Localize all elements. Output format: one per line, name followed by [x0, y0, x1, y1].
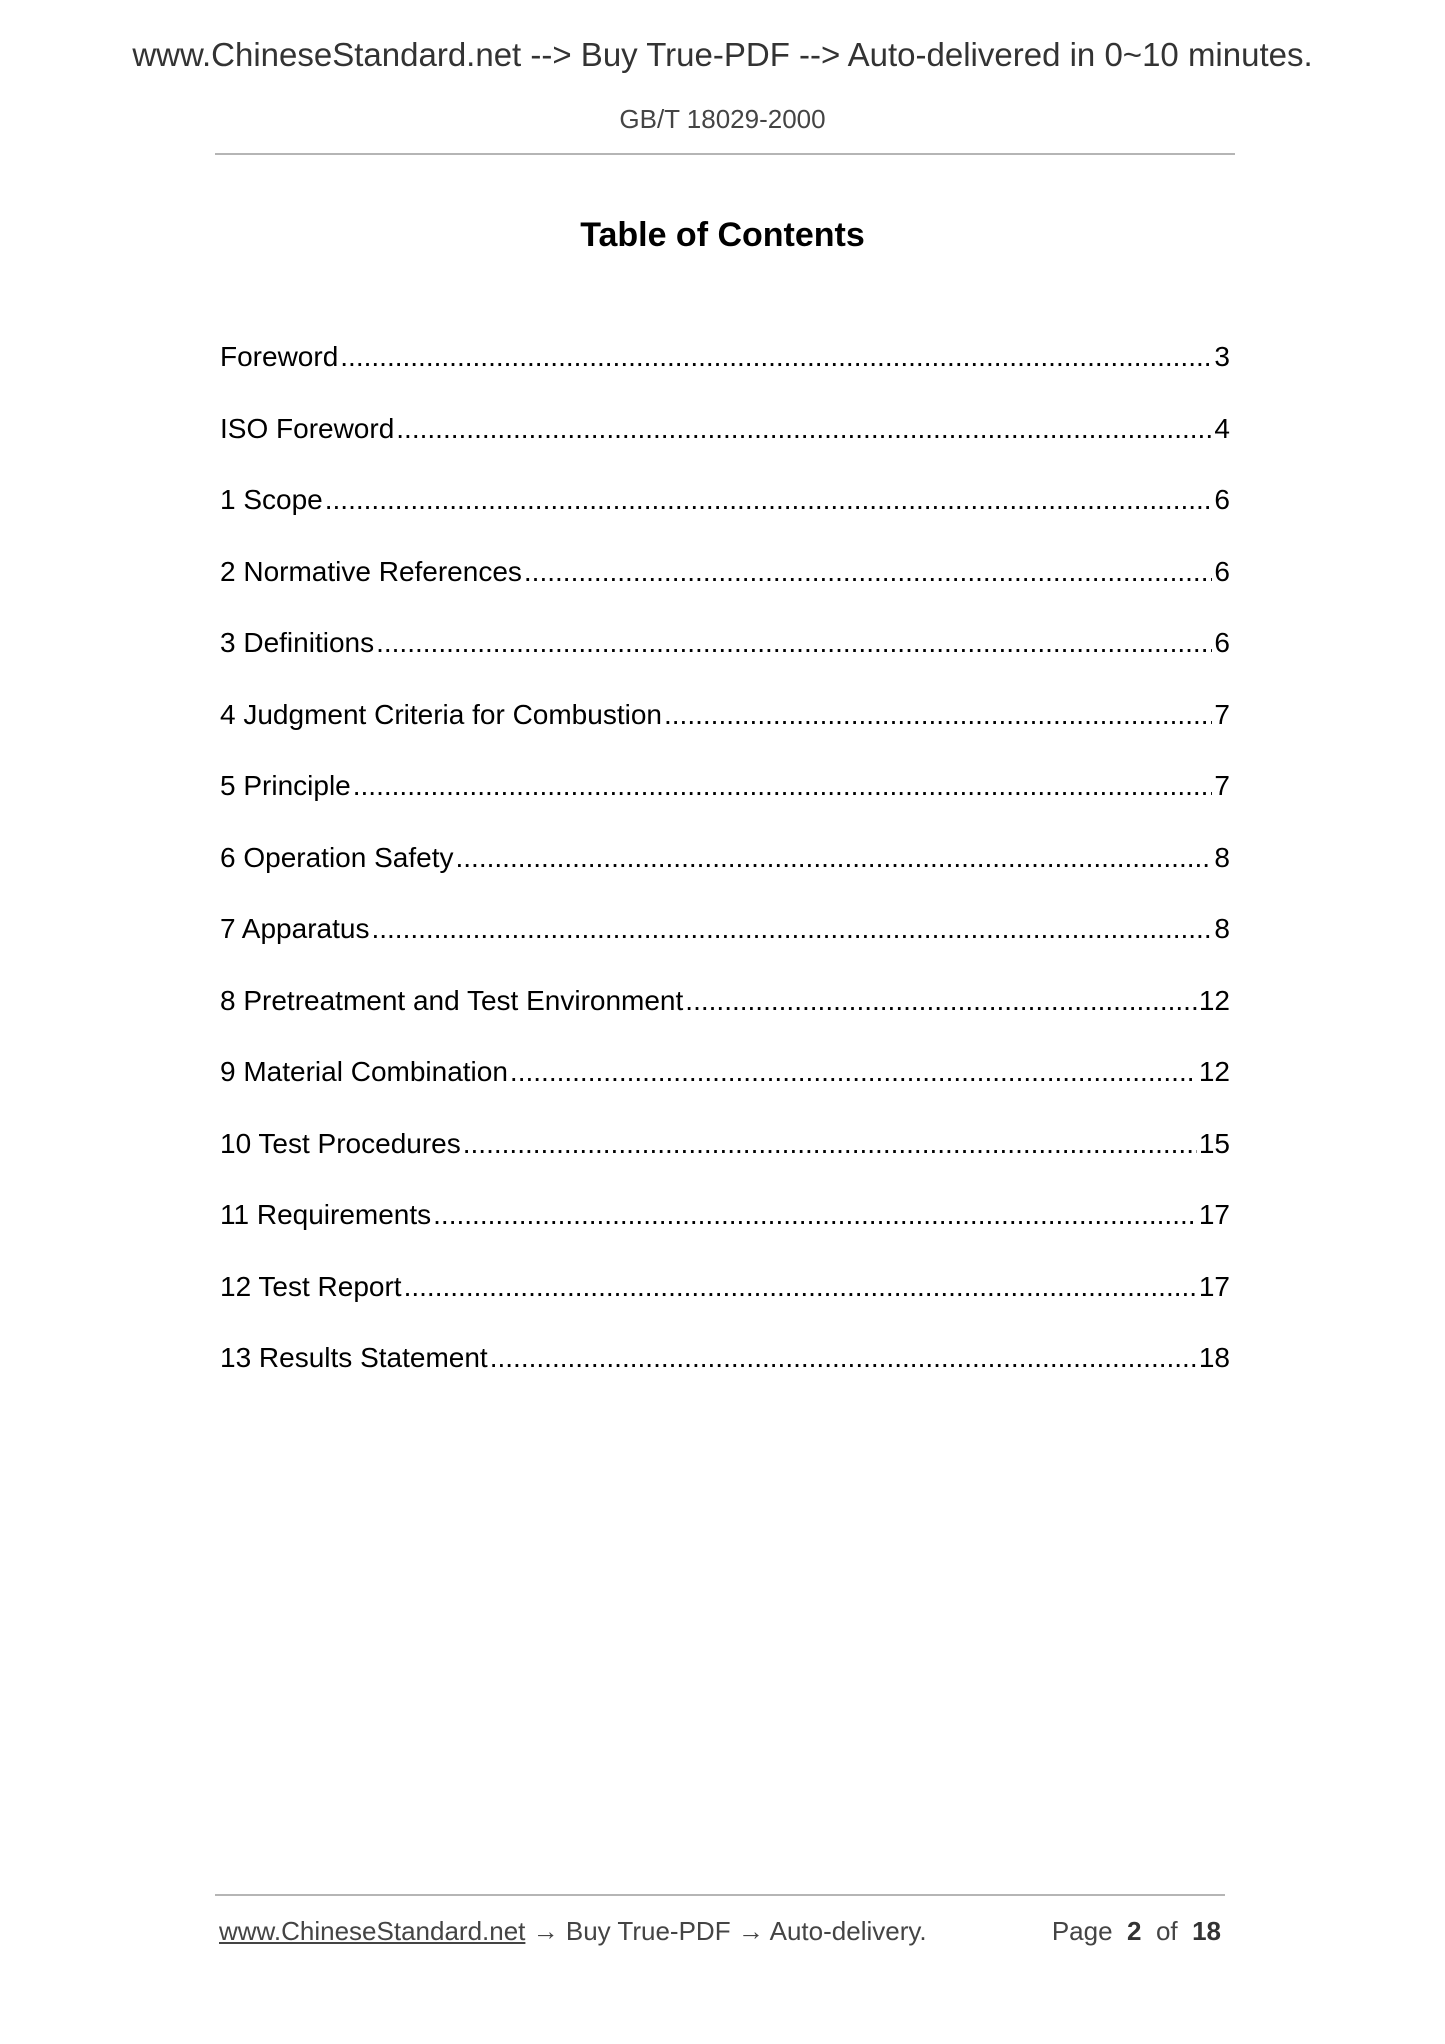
toc-entry-label: 11 Requirements	[220, 1199, 432, 1230]
page-number	[1052, 1916, 1221, 1947]
toc-dot-leader	[340, 340, 1212, 374]
toc-entry-page: 8	[1214, 841, 1230, 873]
toc-entry[interactable]	[220, 841, 1230, 913]
footer-divider	[215, 1894, 1225, 1896]
toc-dot-leader	[510, 1055, 1197, 1089]
toc-entry-label: 10 Test Procedures	[220, 1127, 461, 1159]
toc-entry-page: 18	[1198, 1342, 1230, 1373]
toc-entry[interactable]	[220, 698, 1230, 770]
toc-entry-page: 15	[1198, 1127, 1230, 1159]
toc-entry-label: 13 Results Statement	[220, 1342, 488, 1373]
toc-entry-page: 12	[1198, 1056, 1230, 1087]
toc-entry[interactable]	[220, 1127, 1230, 1199]
toc-dot-leader	[664, 698, 1212, 732]
toc-entry-label: 5 Principle	[220, 770, 351, 801]
toc-entry-label: 6 Operation Safety	[220, 841, 454, 873]
page-total: 18	[1192, 1916, 1221, 1946]
toc-dot-leader	[404, 1270, 1197, 1304]
toc-entry-page: 6	[1214, 555, 1230, 587]
toc-entry[interactable]	[220, 912, 1230, 984]
site-banner: www.ChineseStandard.net --> Buy True-PDF --> Auto-delivered in 0~10 minutes.	[132, 36, 1313, 73]
toc-entry-page: 17	[1198, 1199, 1230, 1230]
page-label: Page	[1051, 1916, 1113, 1946]
toc-dot-leader	[463, 1127, 1197, 1161]
toc-dot-leader	[685, 984, 1197, 1018]
toc-entry-page: 17	[1198, 1270, 1230, 1302]
toc-dot-leader	[455, 841, 1212, 875]
toc-entry[interactable]	[220, 1341, 1230, 1413]
toc-dot-leader	[371, 912, 1212, 946]
toc-entry-label: Foreword	[220, 341, 339, 372]
toc-entry-page: 8	[1214, 913, 1230, 944]
toc-entry-page: 6	[1214, 484, 1230, 515]
standard-code: GB/T 18029-2000	[619, 104, 826, 134]
toc-entry[interactable]	[220, 769, 1230, 841]
toc-entry-label: 8 Pretreatment and Test Environment	[220, 984, 684, 1016]
toc-entry[interactable]	[220, 412, 1230, 484]
toc-entry-label: 7 Apparatus	[220, 913, 370, 944]
toc-dot-leader	[524, 555, 1213, 589]
toc-entry-label: 4 Judgment Criteria for Combustion	[220, 698, 662, 730]
toc-entry-page: 6	[1214, 627, 1230, 658]
toc-entry-label: 12 Test Report	[220, 1270, 402, 1302]
toc-entry[interactable]	[220, 340, 1230, 412]
footer-promo	[219, 1916, 927, 1947]
toc-entry[interactable]	[220, 1198, 1230, 1270]
footer-site-link[interactable]: www.ChineseStandard.net	[219, 1916, 526, 1946]
toc-list	[220, 340, 1230, 1413]
page-of: of	[1155, 1916, 1178, 1946]
toc-entry-label: 1 Scope	[220, 484, 323, 515]
toc-entry[interactable]	[220, 1055, 1230, 1127]
page-current: 2	[1127, 1916, 1142, 1946]
toc-entry[interactable]	[220, 555, 1230, 627]
toc-entry-label: ISO Foreword	[220, 412, 395, 444]
toc-dot-leader	[396, 412, 1212, 446]
toc-entry-page: 12	[1198, 984, 1230, 1016]
toc-entry[interactable]	[220, 1270, 1230, 1342]
arrow-right-icon: →	[737, 1916, 764, 1946]
toc-entry-page: 3	[1214, 341, 1230, 372]
toc-entry-page: 4	[1214, 412, 1230, 444]
toc-title: Table of Contents	[580, 216, 865, 254]
toc-dot-leader	[490, 1341, 1197, 1375]
toc-entry[interactable]	[220, 626, 1230, 698]
toc-dot-leader	[353, 769, 1213, 803]
toc-entry-page: 7	[1214, 698, 1230, 730]
header-divider	[215, 153, 1235, 155]
toc-dot-leader	[325, 483, 1213, 517]
toc-entry[interactable]	[220, 984, 1230, 1056]
toc-dot-leader	[433, 1198, 1197, 1232]
toc-entry-label: 9 Material Combination	[220, 1056, 508, 1087]
toc-entry[interactable]	[220, 483, 1230, 555]
footer-delivery-text: Auto-delivery.	[769, 1916, 927, 1946]
arrow-right-icon: →	[532, 1916, 559, 1946]
toc-entry-page: 7	[1214, 770, 1230, 801]
toc-entry-label: 3 Definitions	[220, 627, 375, 658]
toc-entry-label: 2 Normative References	[220, 555, 522, 587]
toc-dot-leader	[376, 626, 1212, 660]
footer-buy-text: Buy True-PDF	[565, 1916, 731, 1946]
